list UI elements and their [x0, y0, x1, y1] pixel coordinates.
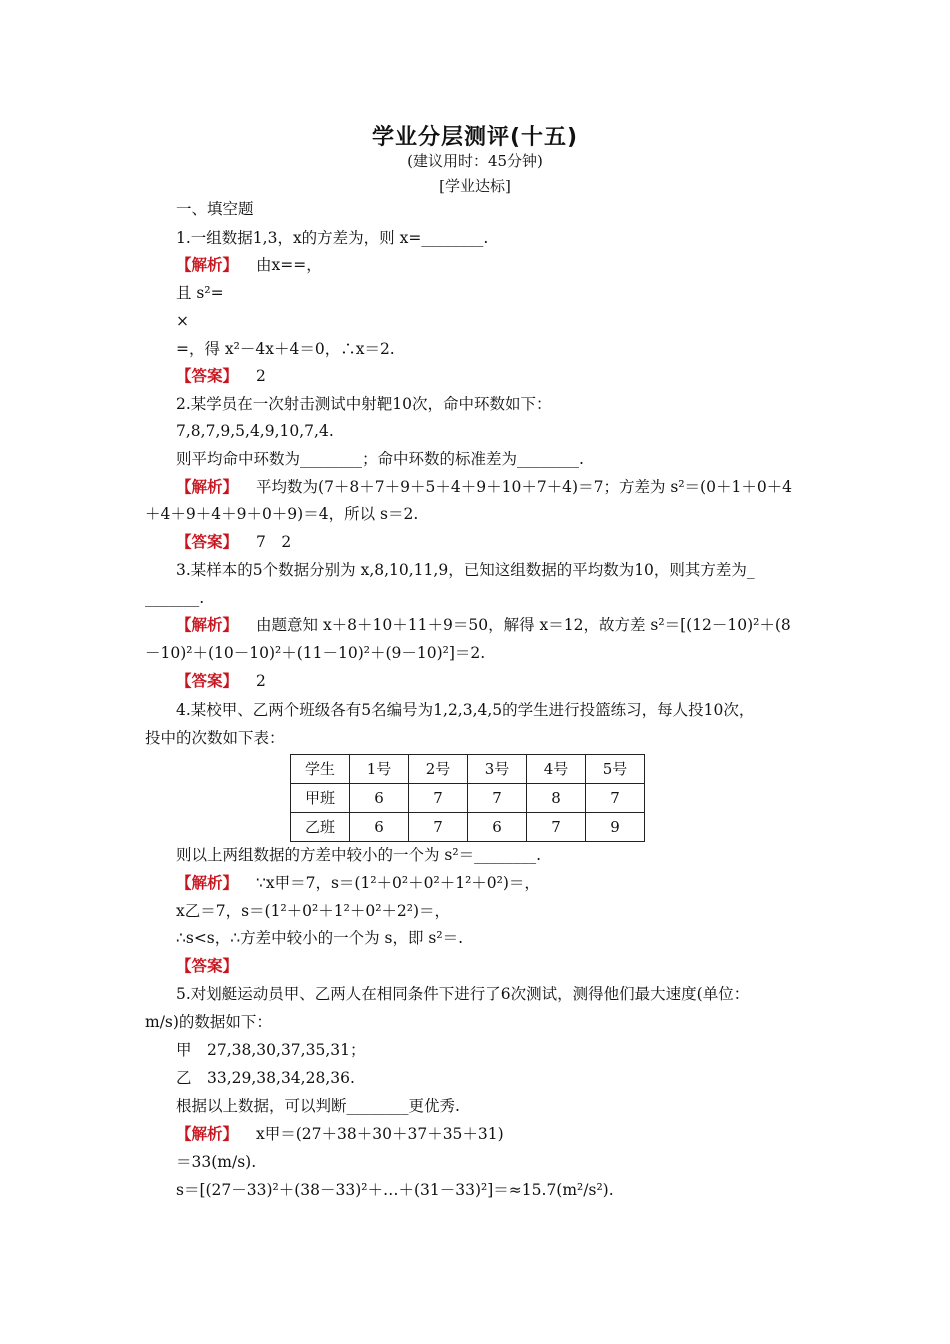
table-cell: 8: [527, 784, 586, 813]
table-cell: 7: [468, 784, 527, 813]
q4-analysis-2: x乙＝7，s＝(1²＋0²＋1²＋0²＋2²)＝，: [176, 902, 451, 920]
q5-stem-2: m/s)的数据如下：: [145, 1013, 272, 1031]
q1-answer: 2: [256, 367, 266, 385]
q1-analysis-2: 且 s²=: [176, 284, 224, 302]
q2-analysis-line: [176, 474, 846, 500]
q1-answer-line: [176, 363, 846, 389]
table-cell: 学生: [291, 755, 350, 784]
analysis-label: 【解析】: [176, 478, 239, 496]
page-title: 学业分层测评(十五): [371, 125, 579, 150]
table-cell: 7: [409, 784, 468, 813]
q5-analysis-1: x甲＝(27＋38＋30＋37＋35＋31): [256, 1125, 504, 1143]
q3-stem-2: _______.: [145, 589, 205, 607]
analysis-label: 【解析】: [176, 256, 239, 274]
answer-label: 【答案】: [176, 533, 239, 551]
q1-analysis-3: ×: [176, 312, 189, 330]
table-cell: 7: [527, 813, 586, 842]
q4-analysis-1: ∵x甲＝7，s＝(1²＋0²＋0²＋1²＋0²)＝，: [256, 874, 540, 892]
table-header-row: [291, 755, 645, 784]
table-cell: 7: [409, 813, 468, 842]
table-row: [291, 813, 645, 842]
q3-stem-1: 3.某样本的5个数据分别为 x,8,10,11,9，已知这组数据的平均数为10，则其方差为_: [176, 561, 755, 579]
answer-label: 【答案】: [176, 367, 239, 385]
analysis-label: 【解析】: [176, 616, 239, 634]
q2-data: 7,8,7,9,5,4,9,10,7,4.: [176, 422, 334, 440]
q2-answer: 7 2: [256, 533, 292, 551]
section-tag: [学业达标]: [439, 177, 511, 195]
q4-stem-1: 4.某校甲、乙两个班级各有5名编号为1,2,3,4,5的学生进行投篮练习，每人投10次，: [176, 701, 755, 719]
q4-ask: 则以上两组数据的方差中较小的一个为 s²＝________.: [176, 846, 542, 864]
analysis-label: 【解析】: [176, 874, 239, 892]
q2-analysis-2: ＋4＋9＋4＋9＋0＋9)＝4，所以 s＝2.: [145, 505, 419, 523]
table-cell: 4号: [527, 755, 586, 784]
q1-analysis-4: =，得 x²－4x＋4＝0，∴x＝2.: [176, 340, 395, 358]
table-cell: 5号: [586, 755, 645, 784]
q5-data-2: 乙 33,29,38,34,28,36.: [176, 1069, 355, 1087]
q2-analysis-1: 平均数为(7＋8＋7＋9＋5＋4＋9＋10＋7＋4)＝7；方差为 s²＝(0＋1＋0＋4: [256, 478, 793, 496]
table-cell: 9: [586, 813, 645, 842]
q4-stem-2: 投中的次数如下表：: [145, 729, 285, 747]
q3-analysis-2: －10)²＋(10－10)²＋(11－10)²＋(9－10)²]＝2.: [145, 644, 486, 662]
q3-analysis-1: 由题意知 x＋8＋10＋11＋9＝50，解得 x＝12，故方差 s²＝[(12－10)²＋(8: [256, 616, 791, 634]
q2-stem: 2.某学员在一次射击测试中射靶10次，命中环数如下：: [176, 395, 552, 413]
q4-answer-line: [176, 953, 846, 979]
q5-analysis-3: s＝[(27－33)²＋(38－33)²＋…＋(31－33)²]＝≈15.7(m²/s²).: [176, 1181, 614, 1199]
table-cell: 甲班: [291, 784, 350, 813]
q5-analysis-line: [176, 1121, 846, 1147]
table-cell: 6: [468, 813, 527, 842]
q2-answer-line: [176, 529, 846, 555]
answer-label: 【答案】: [176, 957, 239, 975]
q5-analysis-2: ＝33(m/s).: [176, 1153, 257, 1171]
q4-analysis-line: [176, 870, 846, 896]
q1-stem: 1.一组数据1,3，x的方差为，则 x=________.: [176, 229, 489, 247]
answer-label: 【答案】: [176, 672, 239, 690]
table-cell: 6: [350, 813, 409, 842]
q3-answer-line: [176, 668, 846, 694]
q5-stem-1: 5.对划艇运动员甲、乙两人在相同条件下进行了6次测试，测得他们最大速度(单位：: [176, 985, 750, 1003]
q3-answer: 2: [256, 672, 266, 690]
table-cell: 乙班: [291, 813, 350, 842]
q5-ask: 根据以上数据，可以判断________更优秀.: [176, 1097, 460, 1115]
score-table: [290, 754, 645, 842]
q3-analysis-line: [176, 612, 846, 638]
q1-analysis-line: [176, 252, 846, 278]
table-cell: 1号: [350, 755, 409, 784]
q2-ask: 则平均命中环数为________；命中环数的标准差为________.: [176, 450, 584, 468]
table-cell: 3号: [468, 755, 527, 784]
table-cell: 6: [350, 784, 409, 813]
q1-analysis-1: 由x==，: [256, 256, 322, 274]
table-cell: 7: [586, 784, 645, 813]
table-row: [291, 784, 645, 813]
table-cell: 2号: [409, 755, 468, 784]
page-subtitle: (建议用时：45分钟): [407, 152, 543, 170]
q5-data-1: 甲 27,38,30,37,35,31；: [176, 1041, 366, 1059]
part-heading: 一、填空题: [176, 200, 254, 218]
q4-analysis-3: ∴s<s，∴方差中较小的一个为 s，即 s²＝.: [176, 929, 464, 947]
analysis-label: 【解析】: [176, 1125, 239, 1143]
